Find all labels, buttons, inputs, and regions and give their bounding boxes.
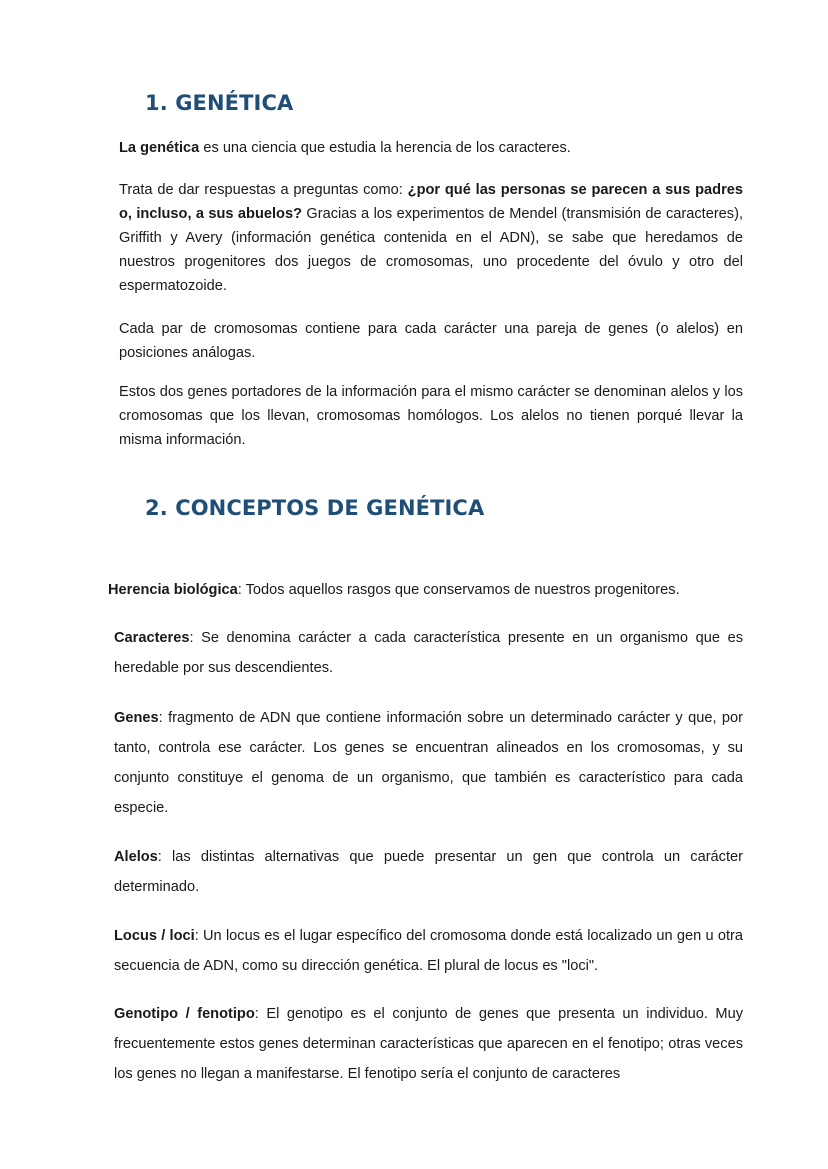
chromosome-pairs-paragraph: Cada par de cromosomas contiene para cada carácter una pareja de genes (o alelos) en posiciones análogas. xyxy=(119,321,743,361)
questions-paragraph xyxy=(119,178,743,298)
questions-lead: Trata de dar respuestas a preguntas como: xyxy=(119,182,408,198)
definition-herencia-biologica xyxy=(108,575,748,605)
questions-body: Gracias a los experimentos de Mendel (transmisión de caracteres), Griffith y Avery (información genética contenida en el ADN), se sabe que heredamos de nuestros progenitores dos juegos de cromosomas, uno procedente del óvulo y otro del espermatozoide. xyxy=(119,206,744,294)
definition-term: Genes xyxy=(114,710,159,726)
intro-term: La genética xyxy=(119,140,200,156)
definition-term: Genotipo / fenotipo xyxy=(114,1006,255,1022)
alleles-paragraph: Estos dos genes portadores de la información para el mismo carácter se denominan alelos y los cromosomas que los llevan, cromosomas homólogos. Los alelos no tienen porqué llevar la misma información. xyxy=(119,384,743,448)
definition-alelos xyxy=(114,842,743,902)
questions-highlight: ¿por qué las personas se parecen a sus padres o, incluso, a sus abuelos? xyxy=(119,182,743,222)
definition-caracteres xyxy=(114,623,743,683)
definition-genotipo-fenotipo xyxy=(114,999,743,1089)
definition-term: Herencia biológica xyxy=(108,582,238,598)
definition-text: : El genotipo es el conjunto de genes que presenta un individuo. Muy frecuentemente estos genes determinan características que aparecen en el fenotipo; otras veces los genes no llegan a manifestarse. El fenotipo sería el conjunto de caracteres xyxy=(114,1006,743,1082)
definition-text: : fragmento de ADN que contiene información sobre un determinado carácter y que, por tanto, controla ese carácter. Los genes se encuentran alineados en los cromosomas, y su conjunto constituye el genoma de un organismo, que también es característico para cada especie. xyxy=(114,710,743,816)
section-heading-genetica: 1. GENÉTICA xyxy=(145,91,294,115)
definition-text: : las distintas alternativas que puede presentar un gen que controla un carácter determinado. xyxy=(114,849,743,895)
definition-term: Alelos xyxy=(114,849,158,865)
definition-term: Caracteres xyxy=(114,630,190,646)
definition-text: : Todos aquellos rasgos que conservamos de nuestros progenitores. xyxy=(237,582,680,598)
definition-genes xyxy=(114,703,743,823)
definition-term: Locus / loci xyxy=(114,928,195,944)
definition-text: : Un locus es el lugar específico del cromosoma donde está localizado un gen u otra secuencia de ADN, como su dirección genética. El plural de locus es "loci". xyxy=(114,928,743,974)
section-heading-conceptos: 2. CONCEPTOS DE GENÉTICA xyxy=(145,496,485,520)
definition-locus xyxy=(114,921,743,981)
intro-text: es una ciencia que estudia la herencia de los caracteres. xyxy=(199,140,571,156)
intro-paragraph xyxy=(119,136,743,160)
definition-text: : Se denomina carácter a cada característica presente en un organismo que es heredable por sus descendientes. xyxy=(114,630,743,676)
